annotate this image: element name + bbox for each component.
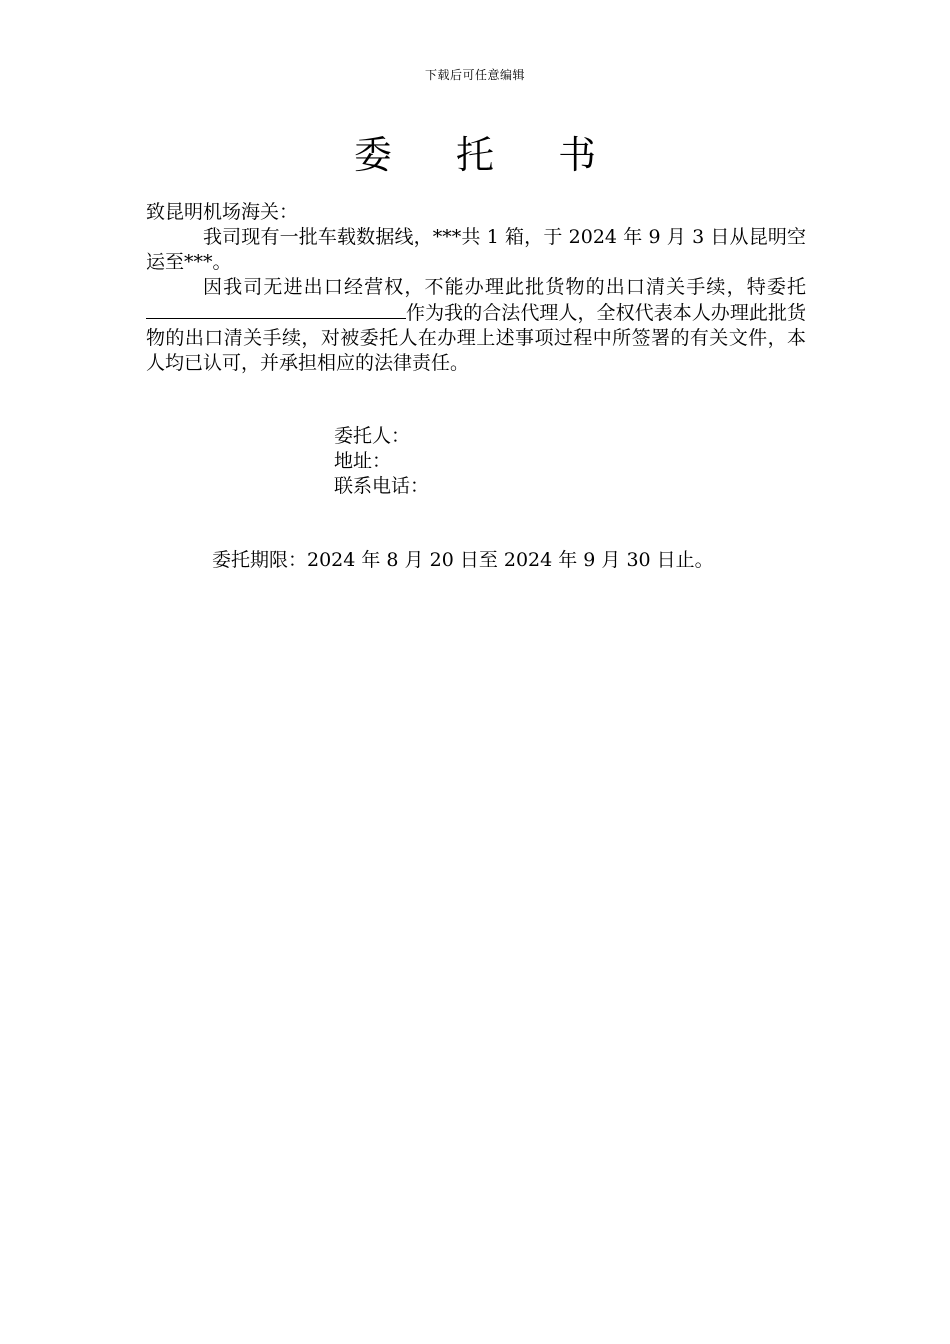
agent-name-blank [146,300,406,319]
phone-label: 联系电话： [334,475,430,497]
paragraph-2-part-2: 作为我的合法代理人，全权代表本人办理此批货物的出口清关手续，对被委托人在办理上述事项过程中所签署的有关文件，本人均已认可，并承担相应的法律责任。 [146,302,806,374]
paragraph-1: 我司现有一批车载数据线，***共 1 箱，于 2024 年 9 月 3 日从昆明空运至***。 [146,226,806,273]
paragraph-2-part-1: 因我司无进出口经营权，不能办理此批货物的出口清关手续，特委托 [203,276,806,298]
salutation: 致昆明机场海关： [146,201,299,223]
paragraph-2 [146,275,806,376]
document-title: 委 托 书 [353,133,623,177]
address-label: 地址： [334,450,392,472]
header-note: 下载后可任意编辑 [424,68,525,82]
signature-block [334,424,429,499]
authorization-period: 委托期限：2024 年 8 月 20 日至 2024 年 9 月 30 日止。 [212,549,714,571]
principal-label: 委托人： [334,425,411,447]
